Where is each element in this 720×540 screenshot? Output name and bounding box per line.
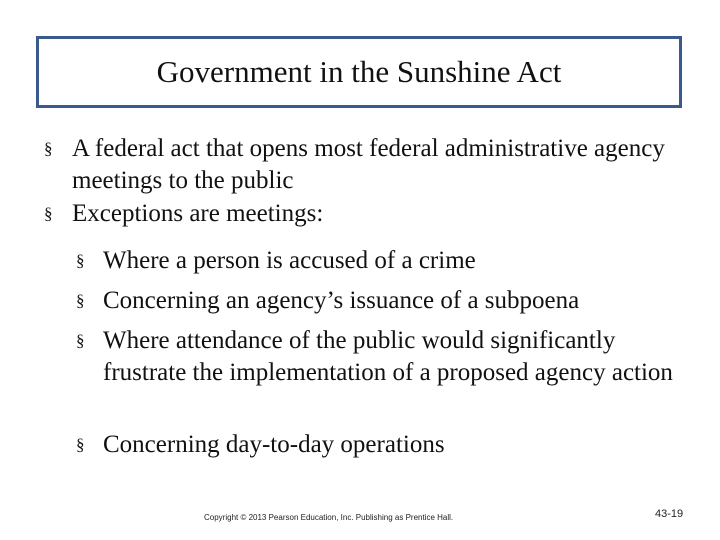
bullet-item (72, 133, 682, 197)
bullet-item (72, 198, 682, 230)
bullet-marker-icon: § (44, 139, 53, 158)
sub-bullet-text: Where a person is accused of a crime (103, 247, 476, 274)
sub-bullet-text: Concerning day-to-day operations (103, 431, 445, 458)
sub-bullet-marker-icon: § (76, 251, 85, 270)
sub-bullet-text: Concerning an agency’s issuance of a subpoena (103, 287, 580, 314)
sub-bullet-item (103, 245, 693, 277)
footer-copyright: Copyright © 2013 Pearson Education, Inc. Publishing as Prentice Hall. (204, 513, 454, 522)
sub-bullet-text: Where attendance of the public would significantly frustrate the implementation of a proposed agency action (103, 327, 673, 386)
sub-bullet-item (103, 325, 693, 389)
footer-page-number: 43-19 (655, 508, 684, 520)
sub-bullet-marker-icon: § (76, 291, 85, 310)
sub-bullet-marker-icon: § (76, 331, 85, 350)
bullet-marker-icon: § (44, 204, 53, 223)
slide-title: Government in the Sunshine Act (156, 54, 562, 89)
sub-bullet-item (103, 429, 693, 461)
bullet-text: Exceptions are meetings: (72, 200, 324, 227)
bullet-text: A federal act that opens most federal administrative agency meetings to the public (72, 135, 665, 194)
sub-bullet-item (103, 285, 693, 317)
sub-bullet-marker-icon: § (76, 435, 85, 454)
